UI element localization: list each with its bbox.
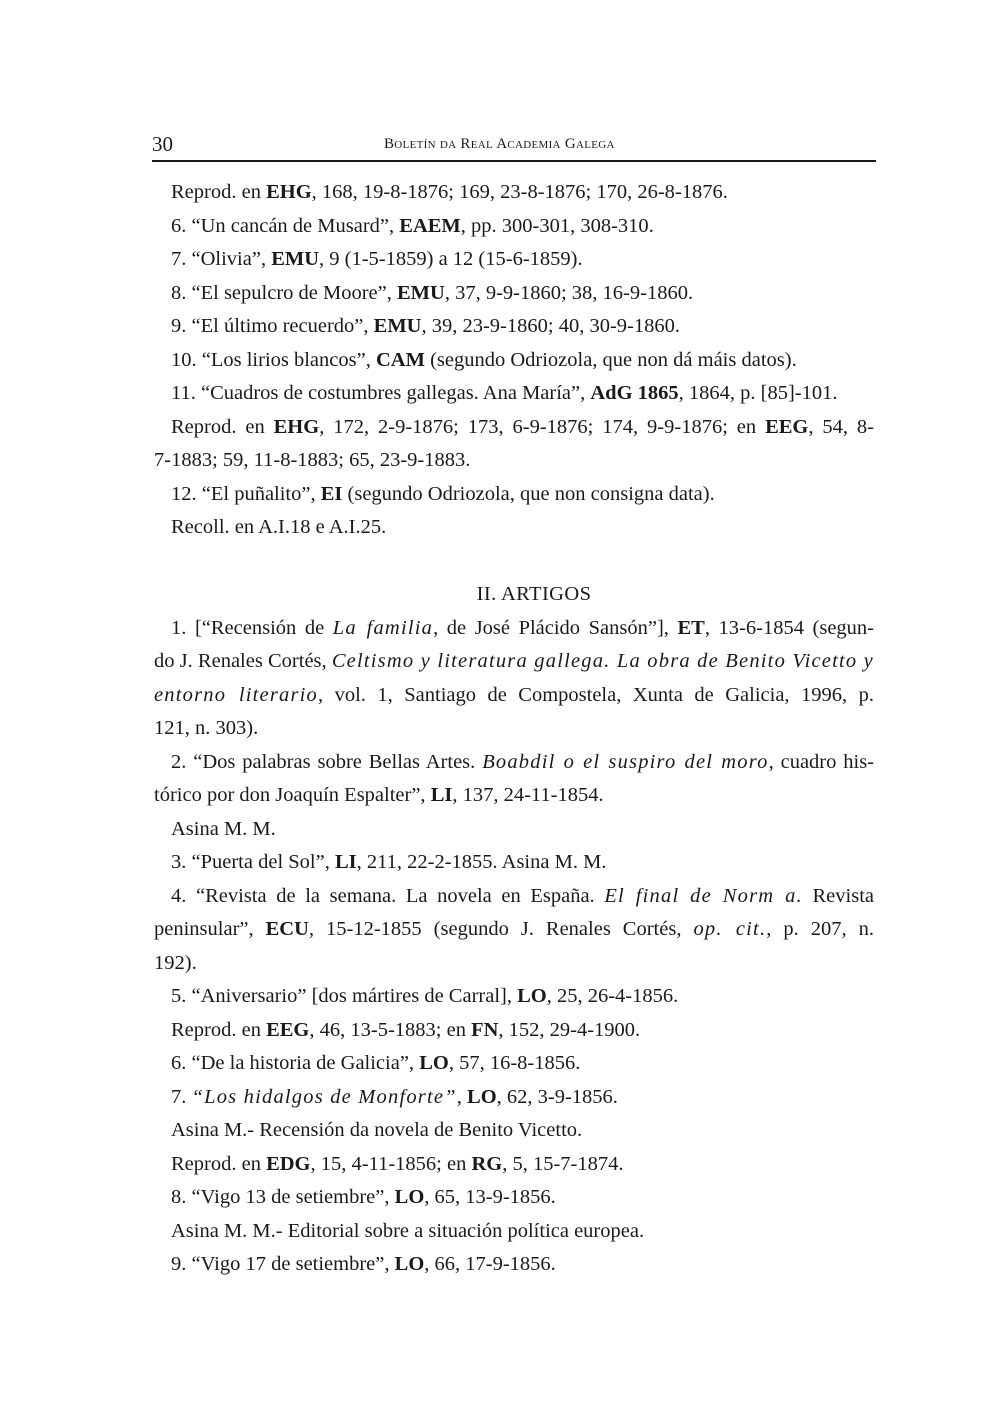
source-abbreviation: EI <box>320 482 343 505</box>
italic-title: “Los hidalgos de Monforte” <box>191 1085 457 1108</box>
text-line <box>154 243 874 277</box>
page-number: 30 <box>152 132 173 156</box>
text-line <box>154 612 874 646</box>
text-segment: , 54, 8- <box>808 415 874 438</box>
text-line <box>154 913 874 947</box>
text-line <box>154 712 874 746</box>
text-segment: 3. “Puerta del Sol”, <box>171 851 335 873</box>
text-segment: 8. “Vigo 13 de setiembre”, <box>171 1186 395 1208</box>
text-segment: 2. “Dos palabras sobre Bellas Artes. <box>171 750 483 773</box>
text-line <box>154 880 874 914</box>
text-line <box>154 1014 874 1048</box>
text-segment: , 152, 29-4-1900. <box>498 1018 641 1041</box>
source-abbreviation: EMU <box>271 248 320 270</box>
text-segment: , 62, 3-9-1856. <box>496 1085 618 1108</box>
text-segment: 7. “Olivia”, <box>171 248 272 270</box>
source-abbreviation: LO <box>467 1085 497 1108</box>
text-line <box>154 310 874 344</box>
italic-title: op. cit. <box>693 918 767 940</box>
text-line <box>154 980 874 1014</box>
text-segment: , 5, 15-7-1874. <box>502 1152 624 1175</box>
text-segment: , <box>456 1085 468 1108</box>
text-segment: , 172, 2-9-1876; 173, 6-9-1876; 174, 9-9-1876; en <box>319 415 766 438</box>
source-abbreviation: FN <box>471 1018 499 1041</box>
italic-title: Celtismo y literatura gallega. La obra de Benito Vicetto y <box>331 650 874 672</box>
text-segment: tórico por don Joaquín Espalter”, <box>154 784 431 806</box>
text-segment: , vol. 1, Santiago de Compostela, Xunta de Galicia, 1996, p. <box>318 683 874 706</box>
text-segment: 5. “Aniversario” [dos mártires de Carral], <box>171 985 518 1007</box>
source-abbreviation: LI <box>334 851 357 873</box>
section-heading: II. ARTIGOS <box>476 583 592 605</box>
text-segment: , de José Plácido Sansón”], <box>433 616 678 639</box>
italic-title: entorno literario <box>154 683 318 706</box>
text-segment: , 13-6-1854 (segun- <box>704 616 874 639</box>
source-abbreviation: EEG <box>266 1018 310 1041</box>
source-abbreviation: EMU <box>397 281 445 304</box>
running-title: Boletín da Real Academia Galega <box>384 136 615 152</box>
text-segment: 192). <box>154 951 197 974</box>
text-line <box>154 1215 874 1249</box>
text-line <box>154 779 874 813</box>
text-line <box>154 1047 874 1081</box>
text-segment: , 57, 16-8-1856. <box>448 1052 581 1074</box>
source-abbreviation: LO <box>394 1253 425 1275</box>
text-segment: Reprod. en <box>171 1018 267 1041</box>
source-abbreviation: EEG <box>765 415 809 438</box>
text-segment: Reprod. en <box>171 181 267 203</box>
italic-title: El final de Norm a. <box>604 884 803 907</box>
text-segment: 7-1883; 59, 11-8-1883; 65, 23-9-1883. <box>154 449 471 471</box>
text-segment: Reprod. en <box>171 1152 267 1175</box>
text-segment: (segundo Odriozola, que non consigna data). <box>342 482 715 505</box>
text-line <box>154 1181 874 1215</box>
text-segment: , 65, 13-9-1856. <box>424 1186 556 1208</box>
source-abbreviation: AdG 1865 <box>590 382 679 404</box>
text-segment: , 168, 19-8-1876; 169, 23-8-1876; 170, 26-8-1876. <box>311 181 728 203</box>
text-segment: Asina M. M.- Editorial sobre a situación política europea. <box>171 1219 645 1242</box>
source-abbreviation: LO <box>419 1052 449 1074</box>
text-segment: Asina M. M. <box>171 817 276 840</box>
text-line <box>154 377 874 411</box>
source-abbreviation: EDG <box>266 1152 311 1175</box>
text-line <box>154 1248 874 1282</box>
text-line <box>154 645 874 679</box>
text-segment: 121, n. 303). <box>154 717 259 739</box>
text-segment: , 137, 24-11-1854. <box>452 784 604 806</box>
text-segment: , 15, 4-11-1856; en <box>310 1152 472 1175</box>
text-segment: , 39, 23-9-1860; 40, 30-9-1860. <box>421 315 680 337</box>
text-segment: peninsular”, <box>154 918 266 940</box>
source-abbreviation: EAEM <box>399 214 461 237</box>
source-abbreviation: ET <box>677 616 705 639</box>
text-segment: 9. “Vigo 17 de setiembre”, <box>171 1253 395 1275</box>
text-line <box>154 1148 874 1182</box>
text-line <box>154 813 874 847</box>
source-abbreviation: ECU <box>265 918 309 940</box>
text-segment: , 46, 13-5-1883; en <box>309 1018 472 1041</box>
text-segment: , 211, 22-2-1855. Asina M. M. <box>356 851 607 873</box>
text-line <box>154 1114 874 1148</box>
source-abbreviation: EMU <box>373 315 422 337</box>
source-abbreviation: LO <box>517 985 547 1007</box>
text-line <box>154 679 874 713</box>
text-segment: , p. 207, n. <box>766 918 874 940</box>
text-segment: 6. “Un cancán de Musard”, <box>171 214 400 237</box>
text-segment: do J. Renales Cortés, <box>154 650 332 672</box>
text-line <box>154 846 874 880</box>
text-segment: 7. <box>171 1085 192 1108</box>
text-line <box>154 511 874 545</box>
text-segment: , 9 (1-5-1859) a 12 (15-6-1859). <box>319 248 583 270</box>
text-segment: 6. “De la historia de Galicia”, <box>171 1052 420 1074</box>
text-line <box>154 411 874 445</box>
text-segment: Recoll. en A.I.18 e A.I.25. <box>171 516 387 538</box>
page-header <box>152 128 876 162</box>
text-segment: , 37, 9-9-1860; 38, 16-9-1860. <box>444 281 694 304</box>
text-line <box>154 210 874 244</box>
text-segment: , 66, 17-9-1856. <box>424 1253 556 1275</box>
body-text <box>154 176 874 1282</box>
italic-title: Boabdil o el suspiro del moro <box>482 750 769 773</box>
text-line <box>154 746 874 780</box>
source-abbreviation: EHG <box>273 415 320 438</box>
text-line <box>154 947 874 981</box>
source-abbreviation: LI <box>430 784 453 806</box>
text-segment: Reprod. en <box>171 415 274 438</box>
text-segment: , 25, 26-4-1856. <box>546 985 679 1007</box>
text-segment: , cuadro his- <box>768 750 874 773</box>
source-abbreviation: RG <box>471 1152 503 1175</box>
source-abbreviation: CAM <box>375 348 425 371</box>
text-segment: Asina M.- Recensión da novela de Benito Vicetto. <box>171 1119 583 1141</box>
text-line <box>154 1081 874 1115</box>
text-line <box>154 444 874 478</box>
text-segment: 9. “El último recuerdo”, <box>171 315 374 337</box>
text-segment: Revista <box>802 884 874 907</box>
source-abbreviation: LO <box>394 1186 425 1208</box>
text-segment: , pp. 300-301, 308-310. <box>460 214 654 237</box>
text-segment: 12. “El puñalito”, <box>171 482 321 505</box>
source-abbreviation: EHG <box>266 181 312 203</box>
text-segment: (segundo Odriozola, que non dá máis datos). <box>424 348 797 371</box>
text-segment: 10. “Los lirios blancos”, <box>171 348 376 371</box>
text-line <box>154 277 874 311</box>
text-line <box>154 344 874 378</box>
text-segment: 11. “Cuadros de costumbres gallegas. Ana María”, <box>171 382 591 404</box>
text-segment: , 15-12-1855 (segundo J. Renales Cortés, <box>308 918 694 940</box>
paragraph-spacer <box>154 545 874 579</box>
italic-title: La familia <box>332 616 434 639</box>
text-line <box>154 176 874 210</box>
text-segment: 8. “El sepulcro de Moore”, <box>171 281 397 304</box>
text-line <box>154 478 874 512</box>
text-segment: , 1864, p. [85]-101. <box>678 382 838 404</box>
text-segment: 1. [“Recensión de <box>171 616 333 639</box>
text-segment: 4. “Revista de la semana. La novela en España. <box>171 884 605 907</box>
